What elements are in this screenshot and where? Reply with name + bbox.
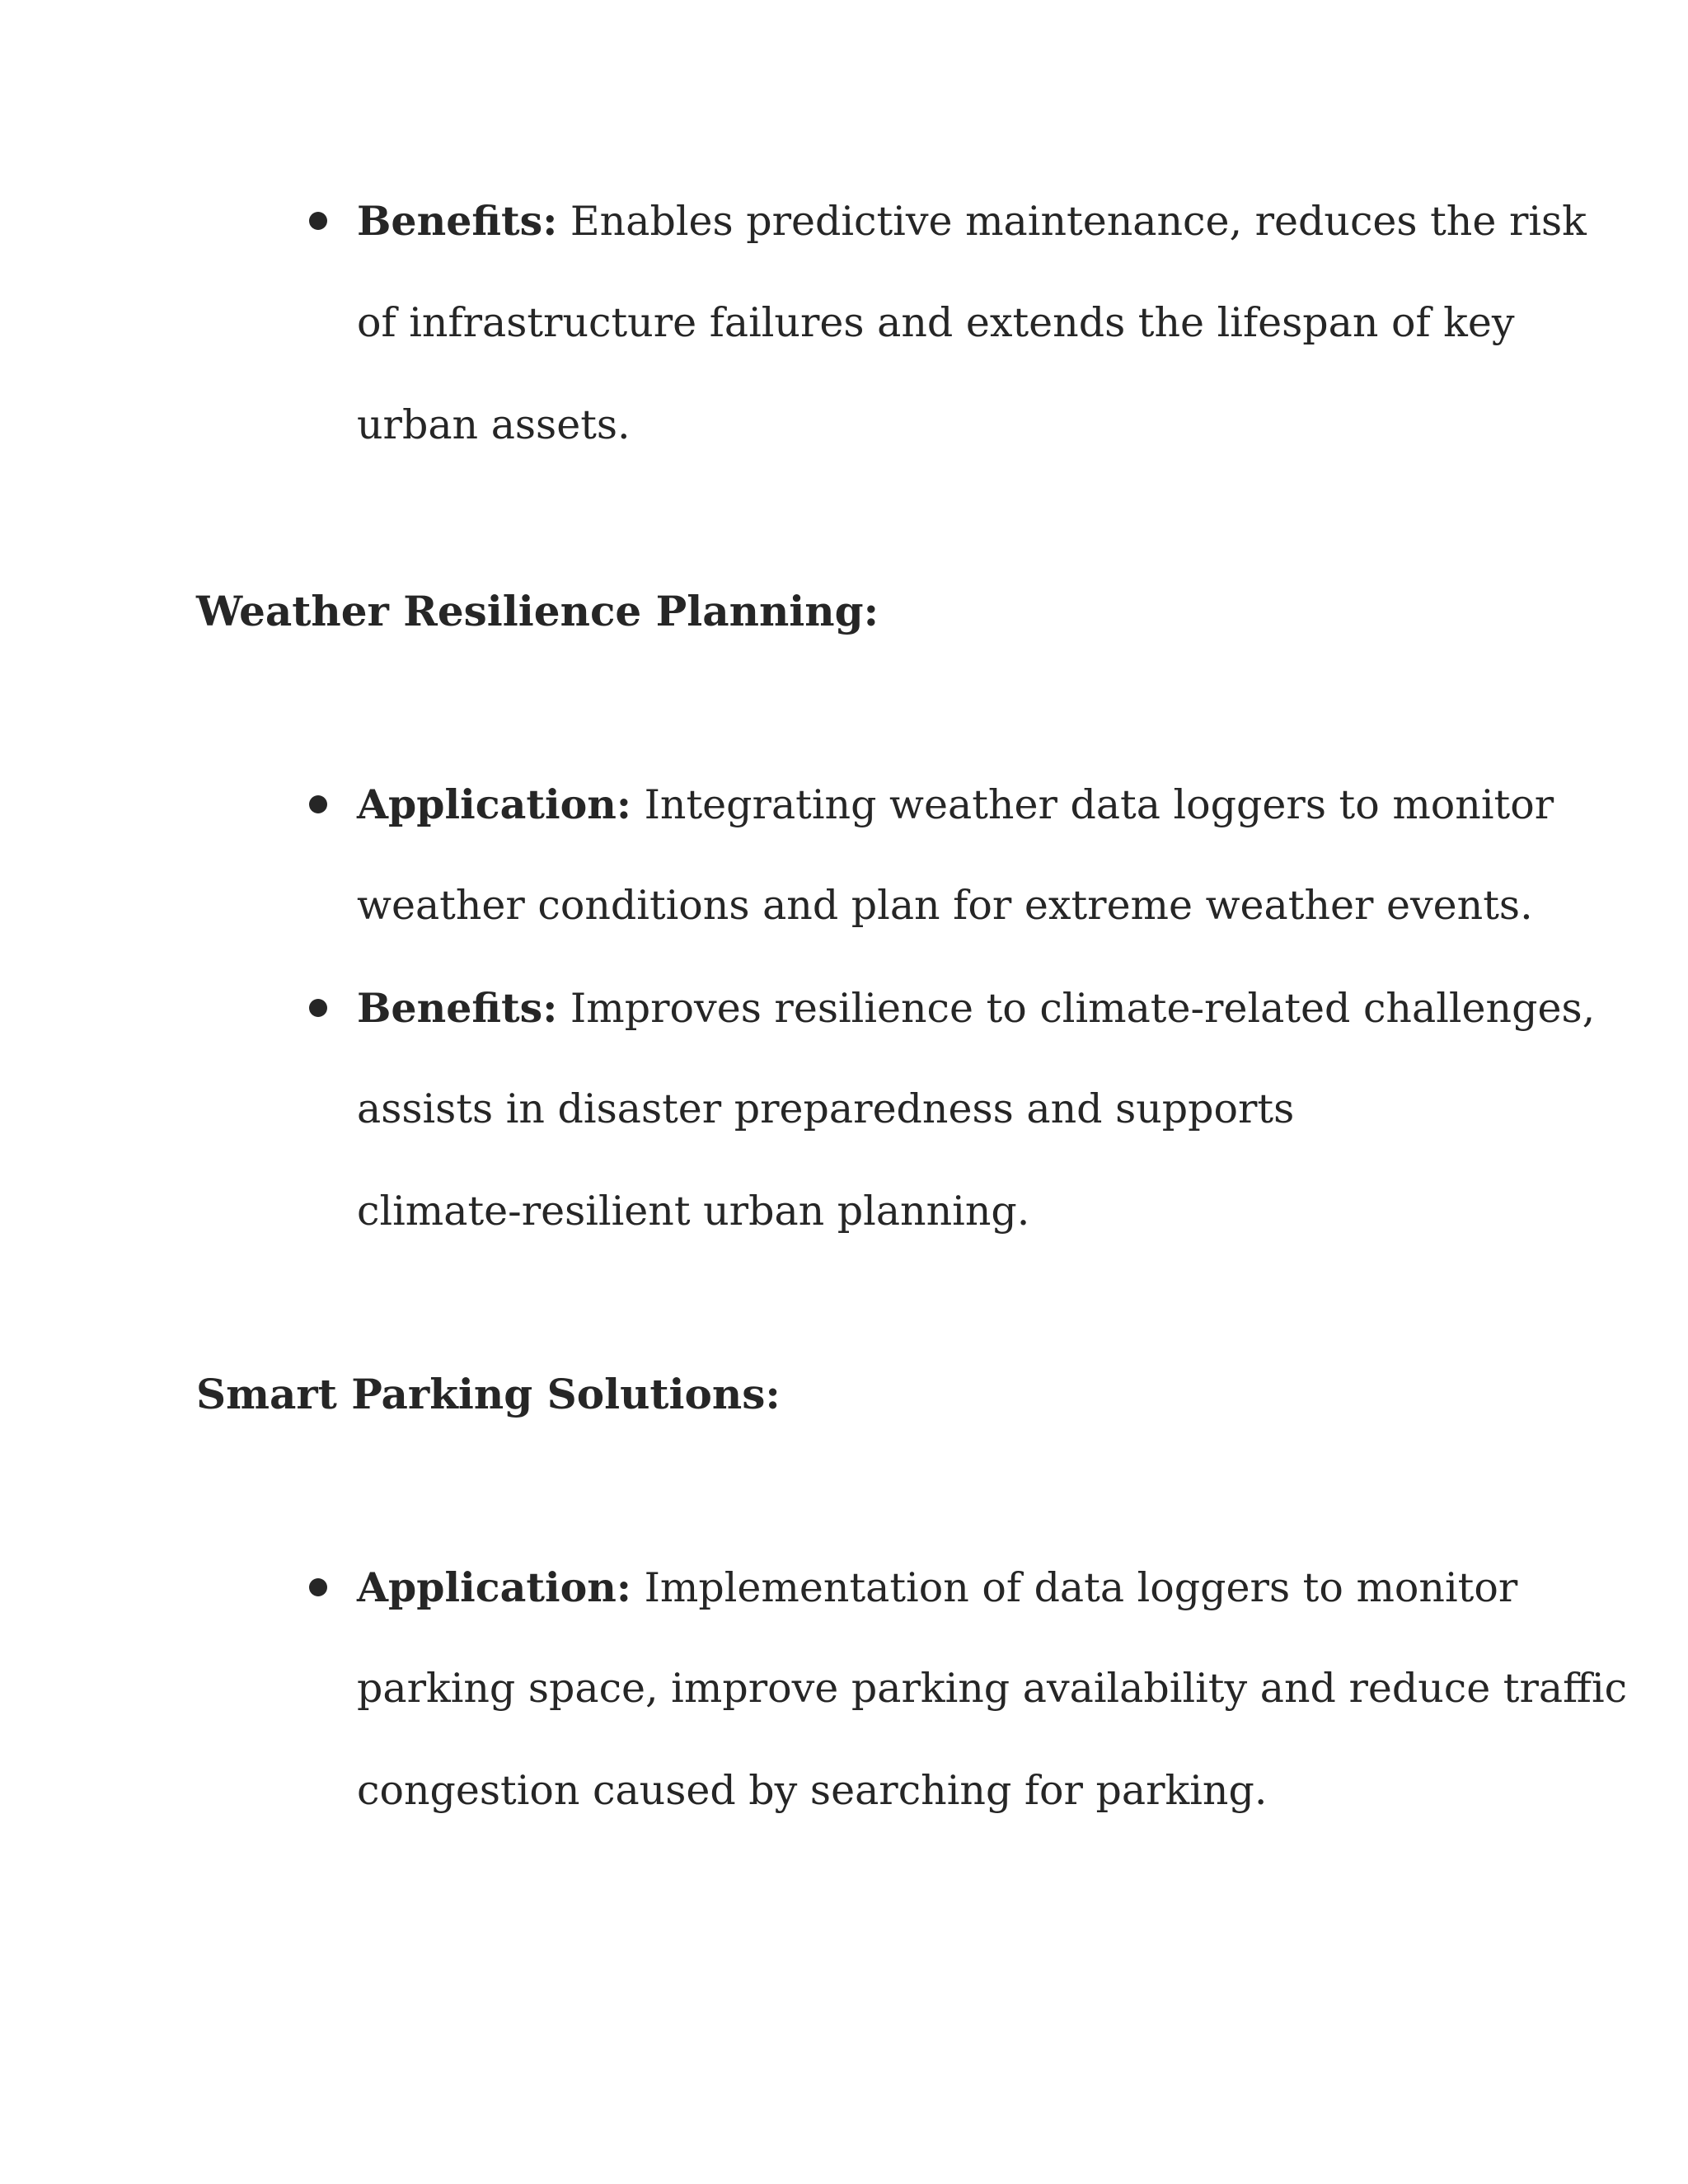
item-label: Application:	[357, 780, 631, 828]
list-item-first-line	[357, 983, 1595, 1033]
list-item-first-line	[357, 196, 1587, 246]
section-heading: Weather Resilience Planning:	[196, 587, 879, 635]
bullet-icon	[309, 212, 327, 230]
item-text: urban assets.	[357, 401, 631, 448]
list-item-first-line	[357, 780, 1554, 830]
item-text: weather conditions and plan for extreme weather events.	[357, 882, 1533, 929]
item-label: Benefits:	[357, 984, 558, 1032]
item-text: climate-resilient urban planning.	[357, 1188, 1030, 1235]
item-text: Improves resilience to climate-related challenges,	[570, 985, 1596, 1032]
item-label: Application:	[357, 1563, 631, 1611]
bullet-icon	[309, 795, 327, 813]
item-text: parking space, improve parking availability and reduce traffic	[357, 1665, 1628, 1712]
list-item-first-line	[357, 1563, 1517, 1613]
item-text: Integrating weather data loggers to monitor	[644, 781, 1554, 828]
bullet-icon	[309, 999, 327, 1017]
section-heading: Smart Parking Solutions:	[196, 1370, 781, 1418]
item-text: of infrastructure failures and extends the lifespan of key	[357, 299, 1515, 346]
item-text: congestion caused by searching for parking.	[357, 1767, 1268, 1814]
item-text: Implementation of data loggers to monitor	[644, 1564, 1518, 1611]
item-label: Benefits:	[357, 197, 558, 245]
item-text: Enables predictive maintenance, reduces the risk	[570, 198, 1587, 245]
item-text: assists in disaster preparedness and supports	[357, 1085, 1295, 1132]
bullet-icon	[309, 1578, 327, 1596]
